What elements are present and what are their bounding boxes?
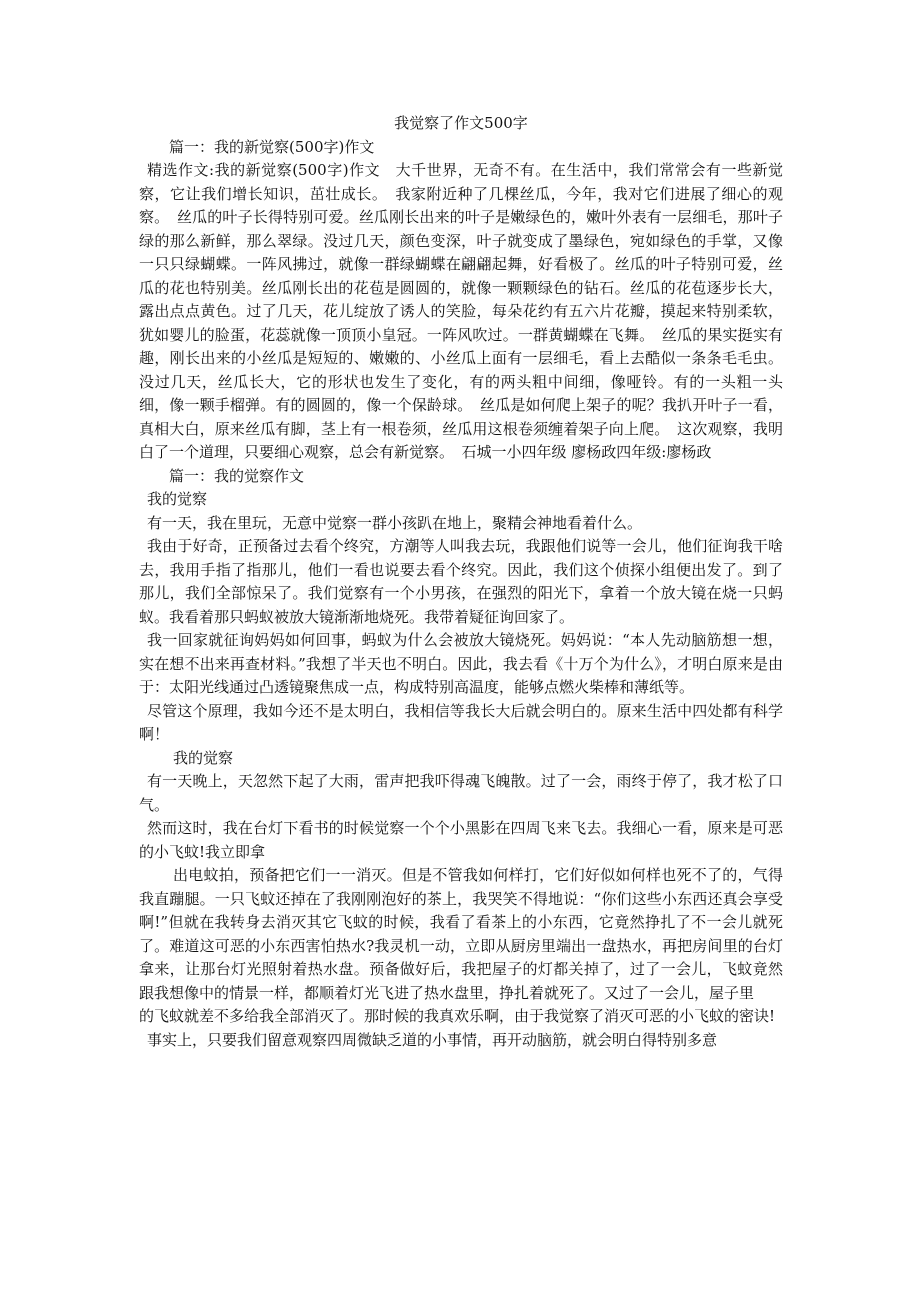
section1-heading: 篇一：我的新觉察(500字)作文 <box>169 137 375 156</box>
subsection1-paragraph: 我一回家就征询妈妈如何回事，蚂蚁为什么会被放大镜烧死。妈妈说：“本人先动脑筋想一想，实在想不出来再查材料。”我想了半天也不明白。因此，我去看《十万个为什么》，才明白原来是由于：太阳光线通过凸透镜聚焦成一点，构成特别高温度，能够点燃火柴棒和薄纸等。 <box>139 631 783 696</box>
subsection1-paragraph: 有一天，我在里玩，无意中觉察一群小孩趴在地上，聚精会神地看着什么。 <box>147 513 643 532</box>
subsection2-paragraph: 的飞蚊就差不多给我全部消灭了。那时候的我真欢乐啊，由于我觉察了消灭可恶的小飞蚊的密诀! <box>139 1007 776 1025</box>
subsection2-paragraph: 出电蚊拍，预备把它们一一消灭。但是不管我如何样打，它们好似如何样也死不了的，气得我直蹦腿。一只飞蚊还掉在了我刚刚泡好的茶上，我哭笑不得地说：“你们这些小东西还真会享受啊!”但就在我转身去消灭其它飞蚊的时候，我看了看茶上的小东西，它竟然挣扎了不一会儿就死了。难道这可恶的小东西害怕热水?我灵机一动，立即从厨房里端出一盘热水，再把房间里的台灯拿来，让那台灯光照射着热水盘。预备做好后，我把屋子的灯都关掉了，过了一会儿，飞蚊竟然跟我想像中的情景一样，都顺着灯光飞进了热水盘里，挣扎着就死了。又过了一会儿，屋子里 <box>139 866 783 1002</box>
section2-heading: 篇一：我的觉察作文 <box>169 466 305 485</box>
subsection2-title: 我的觉察 <box>173 748 234 767</box>
subsection1-paragraph: 我由于好奇，正预备过去看个终究，方潮等人叫我去玩，我跟他们说等一会儿，他们征询我干啥去，我用手指了指那儿，他们一看也说要去看个终究。因此，我们这个侦探小组便出发了。到了那儿，我们全部惊呆了。我们觉察有一个小男孩，在强烈的阳光下，拿着一个放大镜在烧一只蚂蚁。我看着那只蚂蚁被放大镜渐渐地烧死。我带着疑征询回家了。 <box>139 537 783 626</box>
subsection2-paragraph: 然而这时，我在台灯下看书的时候觉察一个个小黑影在四周飞来飞去。我细心一看，原来是可恶的小飞蚊!我立即拿 <box>139 819 783 861</box>
subsection2-paragraph: 有一天晚上，天忽然下起了大雨，雷声把我吓得魂飞魄散。过了一会，雨终于停了，我才松了口气。 <box>139 772 783 814</box>
subsection2-paragraph: 事实上，只要我们留意观察四周微缺乏道的小事情，再开动脑筋，就会明白得特别多意 <box>147 1030 718 1049</box>
document-page <box>139 112 783 1052</box>
section1-body: 精选作文:我的新觉察(500字)作文 大千世界，无奇不有。在生活中，我们常常会有一些新觉察，它让我们增长知识，茁壮成长。 我家附近种了几棵丝瓜，今年，我对它们进展了细心的观察。 丝瓜的叶子长得特别可爱。丝瓜刚长出来的叶子是嫩绿色的，嫩叶外表有一层细毛，那叶子绿的那么新鲜，那么翠绿。没过几天，颜色变深，叶子就变成了墨绿色，宛如绿色的手掌，又像一只只绿蝴蝶。一阵风拂过，就像一群绿蝴蝶在翩翩起舞，好看极了。丝瓜的叶子特别可爱，丝瓜的花也特别美。丝瓜刚长出的花苞是圆圆的，就像一颗颗绿色的钻石。丝瓜的花苞逐步长大，露出点点黄色。过了几天，花儿绽放了诱人的笑脸，每朵花约有五六片花瓣，摸起来特别柔软，犹如婴儿的脸蛋，花蕊就像一顶顶小皇冠。一阵风吹过。一群黄蝴蝶在飞舞。 丝瓜的果实挺实有趣，刚长出来的小丝瓜是短短的、嫩嫩的、小丝瓜上面有一层细毛，看上去酷似一条条毛毛虫。没过几天，丝瓜长大，它的形状也发生了变化，有的两头粗中间细，像哑铃。有的一头粗一头细，像一颗手榴弹。有的圆圆的，像一个保龄球。 丝瓜是如何爬上架子的呢？我扒开叶子一看，真相大白，原来丝瓜有脚，茎上有一根卷须，丝瓜用这根卷须缠着架子向上爬。 这次观察，我明白了一个道理，只要细心观察，总会有新觉察。 石城一小四年级 廖杨政四年级:廖杨政 <box>139 161 783 461</box>
subsection1-title: 我的觉察 <box>147 490 208 508</box>
subsection1-paragraph: 尽管这个原理，我如今还不是太明白，我相信等我长大后就会明白的。原来生活中四处都有科学啊！ <box>139 701 783 743</box>
document-title: 我觉察了作文500字 <box>394 114 528 132</box>
